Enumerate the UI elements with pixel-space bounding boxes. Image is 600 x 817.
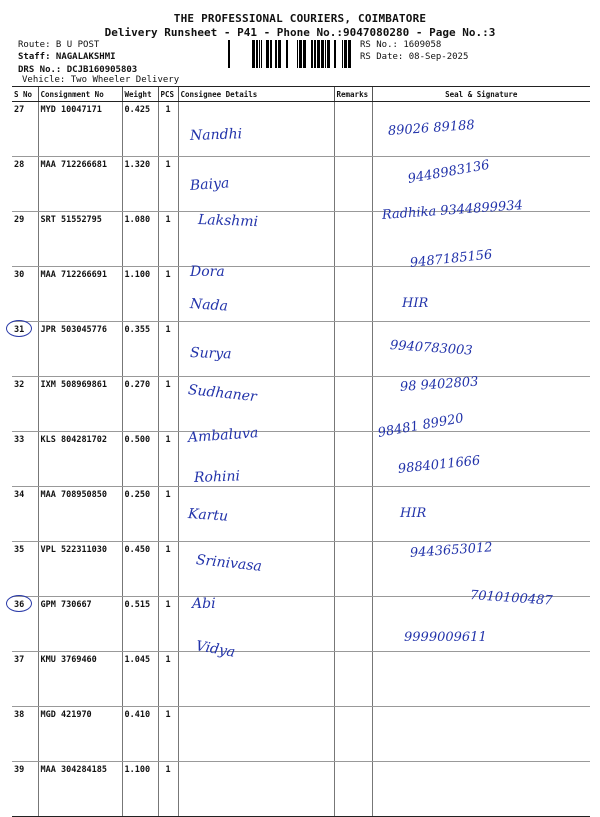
table-row <box>12 762 590 817</box>
table-row <box>12 102 590 157</box>
row-weight: 1.080 <box>122 212 158 267</box>
handwritten-signature: HIR <box>400 506 427 521</box>
row-sno: 28 <box>12 157 38 212</box>
document-title: THE PROFESSIONAL COURIERS, COIMBATORE <box>173 12 427 25</box>
remarks-cell <box>334 267 372 322</box>
consignment-number: MGD 421970 <box>38 707 122 762</box>
remarks-cell <box>334 157 372 212</box>
handwritten-signature: 9884011666 <box>397 453 482 477</box>
row-pcs: 1 <box>158 377 178 432</box>
row-sno: 30 <box>12 267 38 322</box>
consignment-number: SRT 51552795 <box>38 212 122 267</box>
row-sno: 27 <box>12 102 38 157</box>
remarks-cell <box>334 322 372 377</box>
remarks-cell <box>334 542 372 597</box>
handwritten-consignee-name: Baiya <box>189 175 230 194</box>
col-weight: Weight <box>122 87 158 102</box>
row-weight: 1.100 <box>122 762 158 817</box>
handwritten-consignee-name: Ambaluva <box>187 425 259 446</box>
handwritten-signature: 98 9402803 <box>399 374 479 395</box>
table-row <box>12 652 590 707</box>
handwritten-circle-mark <box>6 320 32 337</box>
handwritten-signature: 9448983136 <box>406 157 491 187</box>
vehicle-label: Vehicle: Two Wheeler Delivery <box>22 75 180 85</box>
drs-label: DRS No.: DCJB160905803 <box>18 65 138 75</box>
consignment-number: VPL 522311030 <box>38 542 122 597</box>
consignee-cell <box>178 652 334 707</box>
row-weight: 0.515 <box>122 597 158 652</box>
consignment-number: KLS 804281702 <box>38 432 122 487</box>
row-pcs: 1 <box>158 102 178 157</box>
remarks-cell <box>334 762 372 817</box>
handwritten-consignee-name: Dora <box>190 264 225 280</box>
handwritten-consignee-name: Nada <box>189 296 229 315</box>
row-sno: 36 <box>12 597 38 652</box>
row-pcs: 1 <box>158 322 178 377</box>
signature-cell <box>372 707 590 762</box>
handwritten-consignee-name: Kartu <box>187 506 229 525</box>
row-pcs: 1 <box>158 487 178 542</box>
consignee-cell <box>178 762 334 817</box>
row-pcs: 1 <box>158 762 178 817</box>
remarks-cell <box>334 707 372 762</box>
consignment-number: KMU 3769460 <box>38 652 122 707</box>
table-row <box>12 432 590 487</box>
row-pcs: 1 <box>158 432 178 487</box>
consignment-number: MAA 304284185 <box>38 762 122 817</box>
table-row <box>12 322 590 377</box>
row-pcs: 1 <box>158 157 178 212</box>
handwritten-signature: 98481 89920 <box>376 411 465 441</box>
consignment-number: MAA 712266691 <box>38 267 122 322</box>
col-consignment: Consignment No <box>38 87 122 102</box>
row-sno: 33 <box>12 432 38 487</box>
row-weight: 1.100 <box>122 267 158 322</box>
row-weight: 0.450 <box>122 542 158 597</box>
remarks-cell <box>334 377 372 432</box>
consignment-number: JPR 503045776 <box>38 322 122 377</box>
rs-date: RS Date: 08-Sep-2025 <box>360 52 469 62</box>
handwritten-signature: 9999009611 <box>404 630 487 645</box>
handwritten-signature: Radhika 9344899934 <box>381 198 524 223</box>
row-pcs: 1 <box>158 597 178 652</box>
row-sno: 37 <box>12 652 38 707</box>
row-pcs: 1 <box>158 707 178 762</box>
remarks-cell <box>334 487 372 542</box>
consignment-number: MYD 10047171 <box>38 102 122 157</box>
col-signature: Seal & Signature <box>372 87 590 102</box>
consignment-number: MAA 708950850 <box>38 487 122 542</box>
row-weight: 0.270 <box>122 377 158 432</box>
table-row <box>12 212 590 267</box>
handwritten-signature: 9487185156 <box>409 247 494 271</box>
signature-cell <box>372 432 590 487</box>
table-row <box>12 377 590 432</box>
handwritten-consignee-name: Abi <box>192 596 216 612</box>
handwritten-consignee-name: Vidya <box>194 638 237 661</box>
row-pcs: 1 <box>158 212 178 267</box>
col-pcs: PCS <box>158 87 178 102</box>
col-remarks: Remarks <box>334 87 372 102</box>
row-sno: 38 <box>12 707 38 762</box>
staff-label: Staff: NAGALAKSHMI <box>18 52 116 62</box>
consignment-number: GPM 730667 <box>38 597 122 652</box>
consignee-cell <box>178 707 334 762</box>
handwritten-consignee-name: Lakshmi <box>197 212 259 231</box>
table-row <box>12 707 590 762</box>
row-weight: 1.320 <box>122 157 158 212</box>
rs-number: RS No.: 1609058 <box>360 40 442 50</box>
row-weight: 0.410 <box>122 707 158 762</box>
handwritten-signature: 9940783003 <box>389 338 474 359</box>
row-weight: 0.500 <box>122 432 158 487</box>
row-sno: 29 <box>12 212 38 267</box>
handwritten-circle-mark <box>6 595 32 612</box>
row-pcs: 1 <box>158 652 178 707</box>
col-sno: S No <box>12 87 38 102</box>
consignment-number: IXM 508969861 <box>38 377 122 432</box>
handwritten-signature: 9443653012 <box>409 540 494 561</box>
row-sno: 35 <box>12 542 38 597</box>
barcode <box>228 40 356 68</box>
row-pcs: 1 <box>158 542 178 597</box>
handwritten-consignee-name: Rohini <box>193 468 241 486</box>
document-subtitle: Delivery Runsheet - P41 - Phone No.:9047080280 - Page No.:3 <box>104 26 496 39</box>
signature-cell <box>372 762 590 817</box>
table-row <box>12 267 590 322</box>
handwritten-consignee-name: Nandhi <box>189 126 243 144</box>
handwritten-consignee-name: Srinivasa <box>195 552 263 575</box>
row-weight: 0.355 <box>122 322 158 377</box>
runsheet-table <box>12 86 590 817</box>
handwritten-consignee-name: Surya <box>189 345 232 363</box>
handwritten-signature: HIR <box>402 296 429 311</box>
table-row <box>12 487 590 542</box>
signature-cell <box>372 267 590 322</box>
consignment-number: MAA 712266681 <box>38 157 122 212</box>
row-pcs: 1 <box>158 267 178 322</box>
remarks-cell <box>334 597 372 652</box>
col-consignee: Consignee Details <box>178 87 334 102</box>
row-sno: 39 <box>12 762 38 817</box>
row-weight: 0.425 <box>122 102 158 157</box>
remarks-cell <box>334 102 372 157</box>
row-sno: 34 <box>12 487 38 542</box>
handwritten-signature: 7010100487 <box>469 588 554 609</box>
remarks-cell <box>334 652 372 707</box>
row-weight: 0.250 <box>122 487 158 542</box>
table-header-row <box>12 87 590 102</box>
row-weight: 1.045 <box>122 652 158 707</box>
remarks-cell <box>334 212 372 267</box>
signature-cell <box>372 652 590 707</box>
handwritten-signature: 89026 89188 <box>387 117 476 139</box>
route-label: Route: B U POST <box>18 40 100 50</box>
handwritten-consignee-name: Sudhaner <box>187 382 258 406</box>
row-sno: 32 <box>12 377 38 432</box>
table-row <box>12 542 590 597</box>
row-sno: 31 <box>12 322 38 377</box>
remarks-cell <box>334 432 372 487</box>
